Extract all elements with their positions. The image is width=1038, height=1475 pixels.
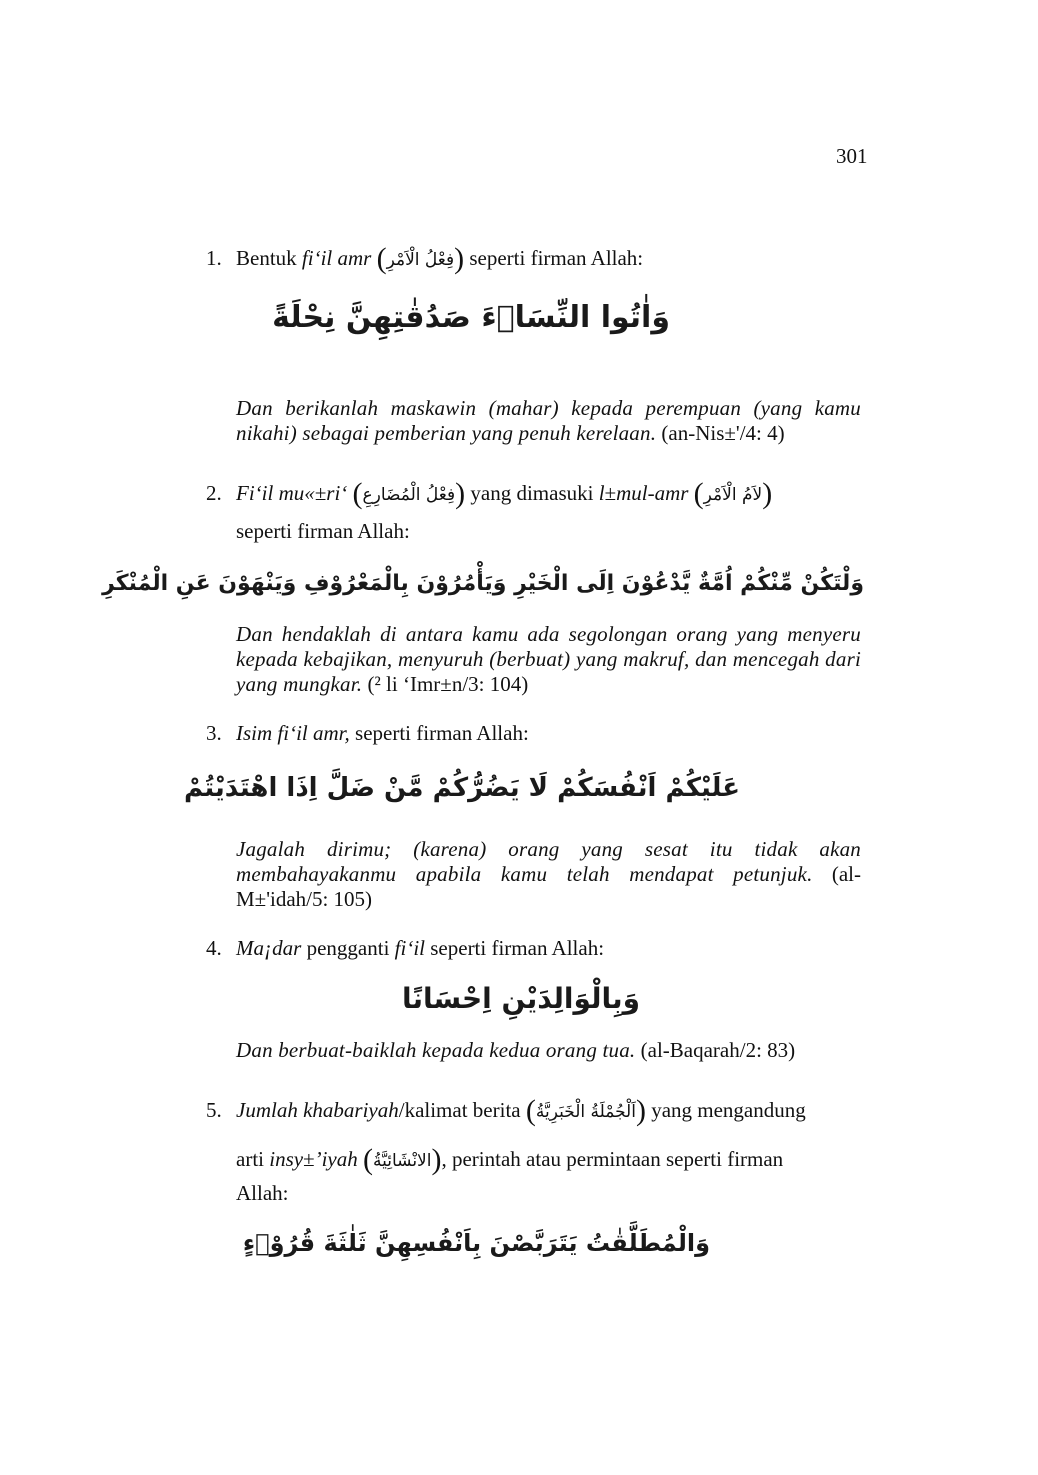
item-number: 2. — [206, 481, 222, 505]
arabic-term: فِعْلُ الْاَمْرِ — [386, 250, 455, 270]
term: Ma¡dar — [236, 936, 302, 960]
item-1-heading: 1. Bentuk fi‘il amr (فِعْلُ الْاَمْرِ) seperti firman Allah: — [206, 242, 644, 275]
reference: (al-M±'idah/5: 105) — [236, 862, 861, 911]
reference: (al-Baqarah/2: 83) — [635, 1038, 796, 1062]
translation-4: Dan berbuat-baiklah kepada kedua orang tua. (al-Baqarah/2: 83) — [236, 1038, 796, 1062]
quran-verse-1: وَاٰتُوا النِّسَاۤءَ صَدُقٰتِهِنَّ نِحْلَةً — [272, 300, 670, 335]
item-number: 5. — [206, 1098, 222, 1122]
term: insy±’iyah — [269, 1147, 358, 1171]
term: fi‘il amr — [301, 246, 372, 270]
item-5-line-3: Allah: — [236, 1181, 289, 1205]
quran-verse-2: وَلْتَكُنْ مِّنْكُمْ اُمَّةٌ يَّدْعُوْنَ اِلَى الْخَيْرِ وَيَأْمُرُوْنَ بِالْمَعْرُوْفِ وَيَنْهَوْنَ عَنِ الْمُنْكَرِ — [102, 571, 864, 596]
reference: (² li ‘Imr±n/3: 104) — [362, 672, 529, 696]
item-3-heading: 3. Isim fi‘il amr, seperti firman Allah: — [206, 721, 529, 745]
item-2-heading: 2. Fi‘il mu«±ri‘ (فِعْلُ الْمُضَارِعِ) yang dimasuki l±mul-amr (لاَمُ الْاَمْرِ) — [206, 477, 773, 510]
item-5-line-2: arti insy±’iyah (الانْشَائِيَّةُ), perintah atau permintaan seperti firman — [236, 1143, 784, 1176]
arabic-term: اَلْجُمْلَةُ الْخَبَرِيَّةُ — [535, 1102, 636, 1122]
quran-verse-5: وَالْمُطَلَّقٰتُ يَتَرَبَّصْنَ بِاَنْفُسِهِنَّ ثَلٰثَةَ قُرُوْۤءٍ — [242, 1229, 710, 1257]
item-5-heading: 5. Jumlah khabariyah/kalimat berita (اَلْجُمْلَةُ الْخَبَرِيَّةُ) yang mengandung — [206, 1094, 806, 1127]
item-number: 3. — [206, 721, 222, 745]
arabic-term: لاَمُ الْاَمْرِ — [703, 485, 763, 505]
item-number: 1. — [206, 246, 222, 270]
reference: (an-Nis±'/4: 4) — [656, 421, 785, 445]
page-number: 301 — [836, 144, 868, 168]
quran-verse-4: وَبِالْوَالِدَيْنِ اِحْسَانًا — [401, 982, 640, 1015]
arabic-term: الانْشَائِيَّةُ — [373, 1151, 432, 1171]
translation-1: Dan berikanlah maskawin (mahar) kepada perempuan (yang kamu nikahi) sebagai pemberian yang penuh kerelaan. (an-Nis±'/4: 4) — [236, 396, 861, 445]
term: l±mul-amr — [598, 481, 689, 505]
item-2-continuation: seperti firman Allah: — [236, 519, 410, 543]
translation-3: Jagalah dirimu; (karena) orang yang sesat itu tidak akan membahayakanmu apabila kamu telah mendapat petunjuk. (al-M±'idah/5: 105) — [236, 837, 861, 911]
item-number: 4. — [206, 936, 222, 960]
quran-verse-3: عَلَيْكُمْ اَنْفُسَكُمْ لَا يَضُرُّكُمْ مَّنْ ضَلَّ اِذَا اهْتَدَيْتُمْ — [184, 773, 740, 803]
term: Isim fi‘il amr, — [236, 721, 350, 745]
translation-2: Dan hendaklah di antara kamu ada segolongan orang yang menyeru kepada kebajikan, menyuruh (berbuat) yang makruf, dan mencegah dari yang mungkar. (² li ‘Imr±n/3: 104) — [236, 622, 861, 696]
term: Fi‘il mu«±ri‘ — [236, 481, 348, 505]
term: fi‘il — [394, 936, 425, 960]
item-4-heading: 4. Ma¡dar pengganti fi‘il seperti firman Allah: — [206, 936, 605, 960]
arabic-term: فِعْلُ الْمُضَارِعِ — [362, 485, 456, 505]
term: Jumlah khabariyah — [236, 1098, 399, 1122]
